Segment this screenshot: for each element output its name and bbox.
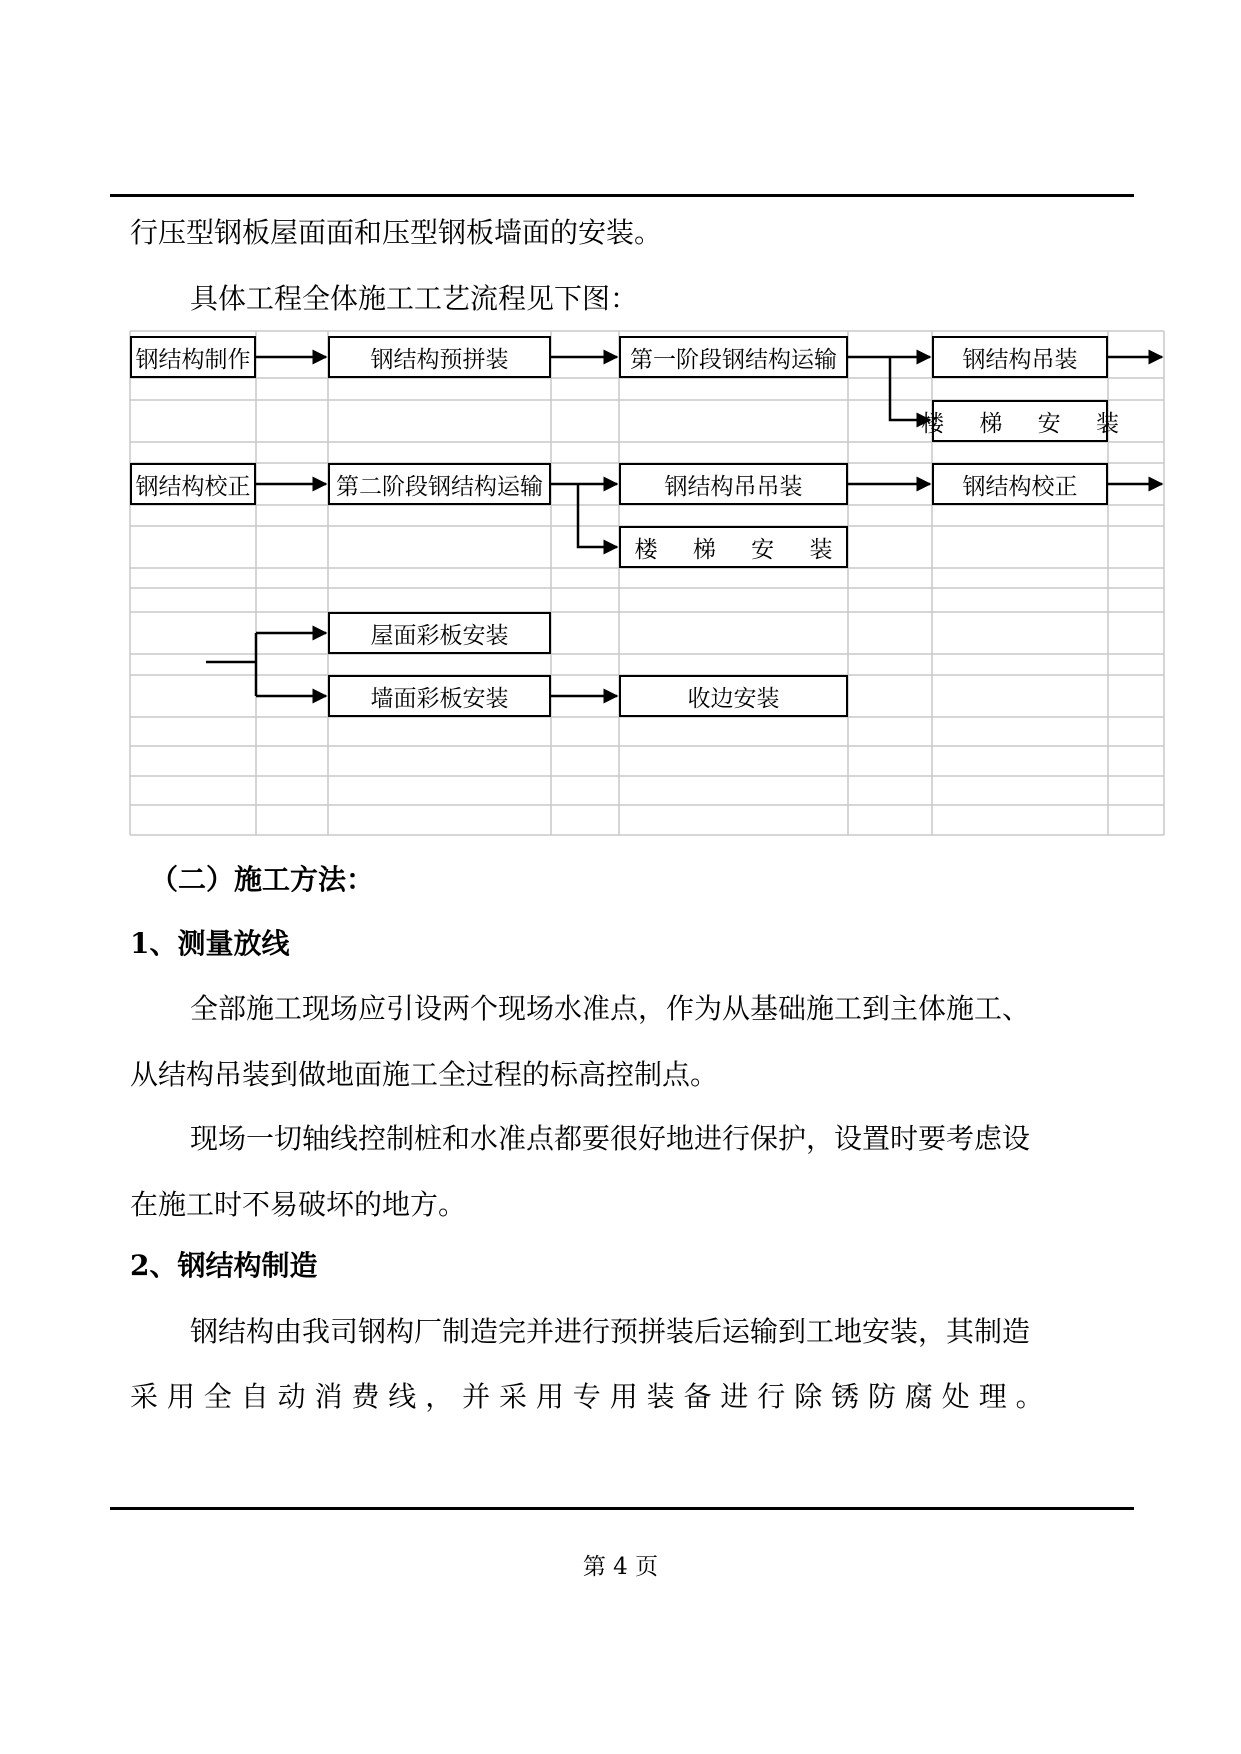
paragraph-1-line-2: 从结构吊装到做地面施工全过程的标高控制点。: [130, 1058, 719, 1091]
heading-surveying: 1、测量放线: [130, 927, 290, 960]
paragraph-1-line-1: 全部施工现场应引设两个现场水准点，作为从基础施工到主体施工、: [190, 992, 1031, 1025]
paragraph-3-line-2: 采 用 全 自 动 消 费 线 ， 并 采 用 专 用 装 备 进 行 除 锈 防 腐 处 理 。: [130, 1380, 1044, 1413]
flow-box-stair-install-1: 楼 梯 安 装: [932, 400, 1108, 442]
footer-rule: [110, 1507, 1134, 1510]
flow-box-steel-correction-1: 钢结构校正: [130, 463, 256, 505]
continuation-paragraph: 行压型钢板屋面面和压型钢板墙面的安装。: [130, 216, 663, 249]
intro-paragraph: 具体工程全体施工工艺流程见下图：: [190, 282, 639, 315]
flow-box-roof-panel-install: 屋面彩板安装: [328, 612, 551, 654]
flow-box-edge-trim-install: 收边安装: [619, 675, 848, 717]
paragraph-2-line-2: 在施工时不易破坏的地方。: [130, 1188, 467, 1221]
header-rule: [110, 194, 1134, 197]
paragraph-3-line-1: 钢结构由我司钢构厂制造完并进行预拼装后运输到工地安装，其制造: [190, 1315, 1031, 1348]
flow-box-steel-hoisting: 钢结构吊装: [932, 336, 1108, 378]
section-title: （二）施工方法：: [150, 863, 375, 896]
heading-steel-manufacturing: 2、钢结构制造: [130, 1249, 318, 1282]
flow-box-wall-panel-install: 墙面彩板安装: [328, 675, 551, 717]
flow-box-steel-pre-assembly: 钢结构预拼装: [328, 336, 551, 378]
flow-box-steel-hoisting-2: 钢结构吊吊装: [619, 463, 848, 505]
flow-box-stair-install-2: 楼 梯 安 装: [619, 526, 848, 568]
flow-box-steel-fabrication: 钢结构制作: [130, 336, 256, 378]
paragraph-2-line-1: 现场一切轴线控制桩和水准点都要很好地进行保护，设置时要考虑设: [190, 1122, 1031, 1155]
page-number: 第 4 页: [582, 1554, 659, 1580]
flow-box-phase1-transport: 第一阶段钢结构运输: [619, 336, 848, 378]
flow-box-steel-correction-2: 钢结构校正: [932, 463, 1108, 505]
flow-box-phase2-transport: 第二阶段钢结构运输: [328, 463, 551, 505]
